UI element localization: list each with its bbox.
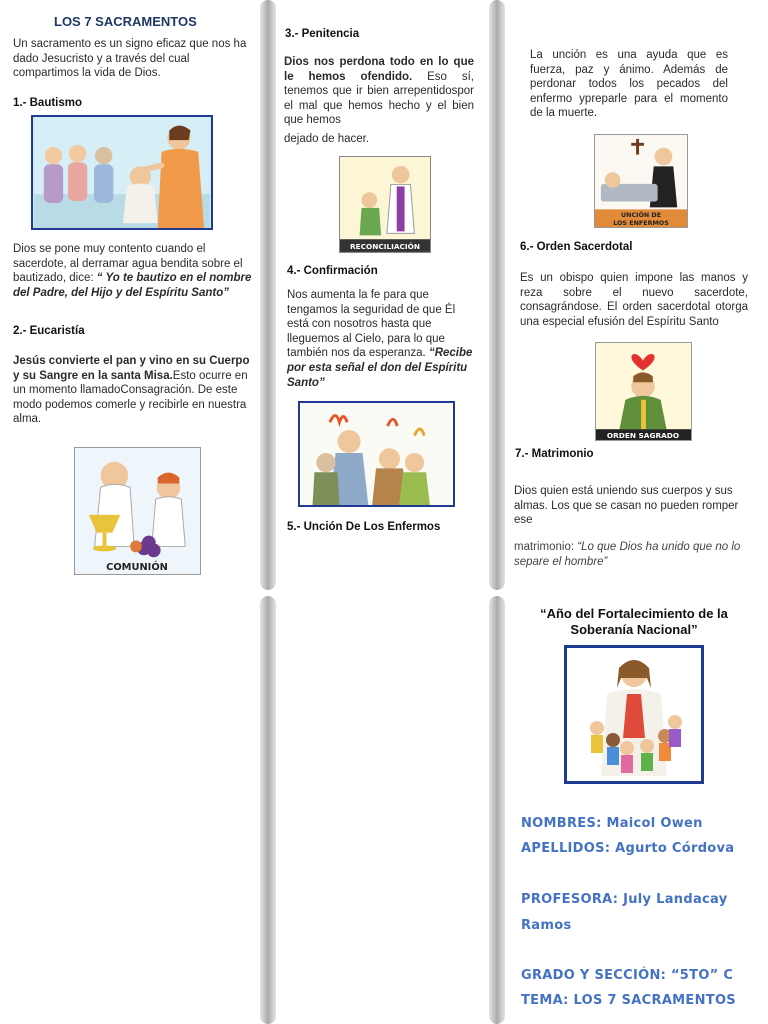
fold-shadow-right-bottom [489, 596, 505, 1024]
section-heading-confirmacion: 4.- Confirmación [287, 265, 378, 277]
cover-title: “Año del Fortalecimiento de la Soberanía Nacional” [540, 606, 728, 637]
section-heading-matrimonio: 7.- Matrimonio [515, 448, 594, 460]
bautismo-text [13, 242, 255, 300]
bautismo-quote: “ Yo te bautizo en el nombre del Padre, del Hijo y del Espíritu Santo” [13, 272, 252, 299]
section-heading-eucaristia: 2.- Eucaristía [13, 325, 85, 337]
confirmacion-quote: “Recibe por esta señal el don del Espíritu Santo” [287, 347, 473, 389]
section-heading-penitencia: 3.- Penitencia [285, 28, 360, 40]
penitencia-text-end: dejado de hacer. [284, 133, 370, 145]
eucaristia-bold: Jesús convierte el pan y vino en su Cuerpo y su Sangre en la santa Misa. [13, 355, 250, 382]
grade-section: GRADO Y SECCIÓN: “5TO” C [521, 968, 734, 983]
penitencia-text [284, 55, 474, 128]
bautismo-body: Dios se pone muy contento cuando el sacerdote, al derramar agua bendita sobre el bautizado, dice: [13, 243, 243, 285]
intro-text: Un sacramento es un signo eficaz que nos ha dado Jesucristo y a través del cual compartimos la vida de Dios. [13, 38, 247, 80]
anointing-caption-1: UNCIÓN DE [620, 212, 662, 220]
topic: TEMA: LOS 7 SACRAMENTOS [521, 993, 736, 1008]
anointing-caption-2: LOS ENFERMOS [613, 220, 669, 227]
fold-shadow-right-top [489, 0, 505, 590]
penitencia-bold: Dios nos perdona todo en lo que le hemos ofendido. [284, 56, 474, 83]
jesus-children-illustration [564, 645, 704, 784]
baptism-illustration [31, 115, 213, 230]
matrimonio-quote-line [514, 540, 746, 569]
section-heading-orden: 6.- Orden Sacerdotal [520, 241, 633, 253]
matrimonio-quote: “Lo que Dios ha unido que no lo separe el hombre” [514, 541, 741, 568]
reconciliation-illustration [339, 156, 431, 253]
student-surnames: APELLIDOS: Agurto Córdova [521, 841, 735, 856]
matrimonio-label: matrimonio: [514, 541, 578, 553]
penitencia-body: Eso sí, tenemos que ir bien arrepentidospor el mal que hemos hecho y el bien que hemos [284, 70, 474, 127]
student-names: NOMBRES: Maicol Owen [521, 816, 703, 831]
confirmacion-text [287, 288, 477, 390]
fold-shadow-left-bottom [260, 596, 276, 1024]
eucaristia-body: Esto ocurre en un momento llamadoConsagración. De este modo podemos comerle y recibirle en nuestra alma. [13, 369, 248, 426]
holy-orders-illustration [595, 342, 692, 441]
orden-text: Es un obispo quien impone las manos y reza sobre el nuevo sacerdote, consagrándose. El orden sacerdotal otorga una especial efusión del Espíritu Santo [520, 272, 748, 328]
eucaristia-text [13, 354, 255, 427]
confirmacion-body: Nos aumenta la fe para que tengamos la seguridad de que Él está con nosotros hasta que lleguemos al Cielo, para lo que también nos da esperanza. [287, 289, 456, 360]
brochure-title: LOS 7 SACRAMENTOS [54, 14, 197, 29]
teacher-name-line1: PROFESORA: July Landacay [521, 892, 728, 907]
confirmation-illustration [298, 401, 455, 507]
holy-orders-caption: ORDEN SAGRADO [606, 431, 680, 440]
section-heading-bautismo: 1.- Bautismo [13, 97, 83, 109]
communion-illustration [74, 447, 201, 575]
fold-shadow-left-top [260, 0, 276, 590]
matrimonio-text: Dios quien está uniendo sus cuerpos y sus almas. Los que se casan no pueden romper ese [514, 485, 739, 527]
reconciliation-caption: RECONCILIACIÓN [349, 242, 421, 252]
teacher-name-line2: Ramos [521, 918, 572, 933]
uncion-text: La unción es una ayuda que es fuerza, paz y ánimo. Además de perdonar todos los pecados del enfermo ypreparle para el momento de la muerte. [530, 49, 728, 120]
communion-caption: COMUNIÓN [106, 562, 168, 574]
section-heading-uncion: 5.- Unción De Los Enfermos [287, 521, 441, 533]
anointing-illustration [594, 134, 688, 228]
